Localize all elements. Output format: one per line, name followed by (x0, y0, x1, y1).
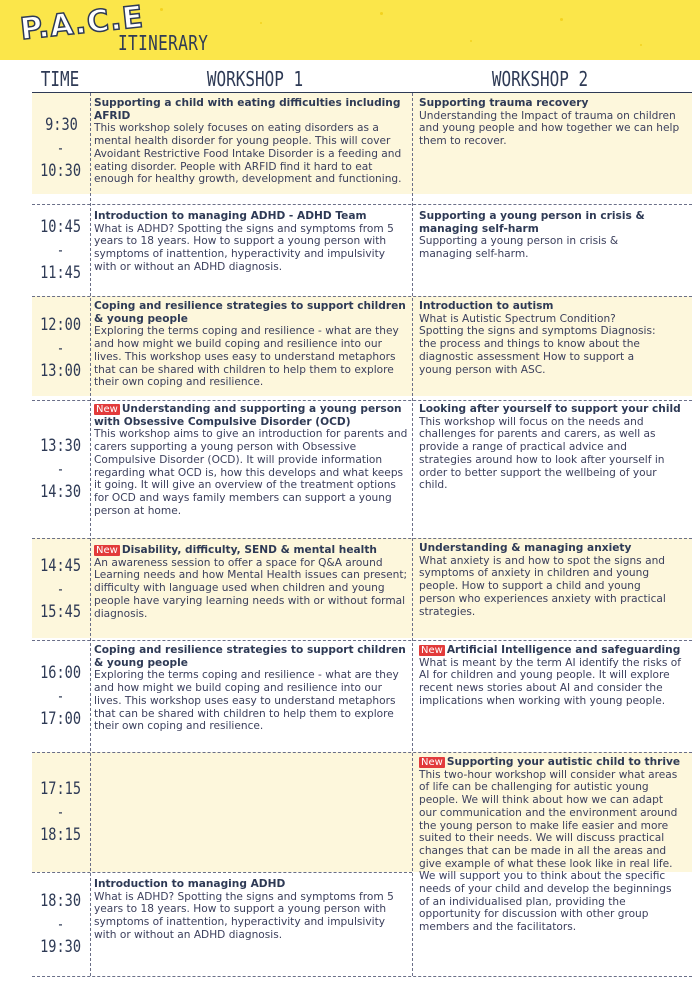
decor-speck (160, 8, 163, 11)
column-header-time: TIME (40, 67, 80, 91)
time-slot: 16:00 - 17:00 (40, 662, 82, 729)
workshop-card (419, 756, 683, 934)
workshop-title: Understanding & managing anxiety (419, 542, 632, 554)
decor-speck (470, 40, 472, 42)
workshop-description: This two-hour workshop will consider what areas of life can be challenging for autistic young people. We will think about how we can adapt our communication and the environment around the young person to make life easier and more suited to their needs. We will discuss practical changes that can be made in all the areas and give example of what these look like in real life. We will support you to think about the specific needs of your child and develop the beginnings of an individualised plan, providing the opportunity for discussion with other group members and the facilitators. (419, 768, 678, 934)
header-banner (0, 0, 700, 60)
workshop-description: Exploring the terms coping and resilience - what are they and how might we build coping and resilience into our lives. This workshop uses easy to understand metaphors that can be shared with children to help them to explore their own coping and resilience. (94, 669, 399, 733)
row-separator (32, 400, 692, 401)
workshop-title: Supporting a young person in crisis & managing self-harm (419, 210, 645, 235)
workshop-card (419, 300, 659, 376)
time-slot: 10:45 - 11:45 (40, 216, 82, 283)
workshop-title: Disability, difficulty, SEND & mental health (121, 544, 377, 556)
column-header-workshop-1: WORKSHOP 1 (206, 67, 304, 91)
workshop-description: Understanding the Impact of trauma on children and young people and how together we can help them to recover. (419, 109, 680, 148)
time-slot: 9:30 - 10:30 (40, 115, 82, 181)
workshop-description: This workshop solely focuses on eating disorders as a mental health disorder for young people. This will cover Avoidant Restrictive Food Intake Disorder is a feeding and eating disorder. People with ARFID find it hard to eat enough for healthy growth, development and functioning. (94, 122, 402, 186)
row-separator (32, 976, 692, 977)
workshop-description: What is ADHD? Spotting the signs and symptoms from 5 years to 18 years. How to support a young person with symptoms of inattention, hyperactivity and impulsivity with or without an ADHD diagnosis. (94, 222, 394, 273)
workshop-description: What anxiety is and how to spot the signs and symptoms of anxiety in children and young people. How to support a child and young person who experiences anxiety with practical strategies. (419, 554, 666, 618)
workshop-description: What is ADHD? Spotting the signs and symptoms from 5 years to 18 years. How to support a young person with symptoms of inattention, hyperactivity and impulsivity with or without an ADHD diagnosis. (94, 890, 394, 941)
workshop-title: Supporting a child with eating difficulties including AFRID (94, 97, 401, 122)
workshop-card (94, 210, 410, 274)
page-title: ITINERARY (118, 31, 209, 55)
workshop-card (94, 644, 410, 733)
workshop-title: Supporting trauma recovery (419, 97, 589, 109)
workshop-card (419, 97, 681, 148)
decor-speck (560, 18, 563, 21)
time-slot: 14:45 - 15:45 (40, 555, 82, 622)
column-header-workshop-2: WORKSHOP 2 (491, 67, 589, 91)
workshop-title: Supporting your autistic child to thrive (446, 756, 681, 768)
time-slot: 18:30 - 19:30 (40, 890, 82, 957)
row-separator (32, 296, 692, 297)
new-badge: New (421, 645, 443, 656)
time-slot: 17:15 - 18:15 (40, 778, 82, 845)
workshop-card (94, 878, 410, 942)
workshop-description: This workshop will focus on the needs and challenges for parents and carers, as well as provide a range of practical advice and strategies around how to look after yourself in order to better support the wellbeing of your child. (419, 415, 665, 492)
workshop-card (94, 97, 408, 186)
new-badge: New (421, 757, 443, 768)
row-separator (32, 640, 692, 641)
time-column-divider (90, 93, 91, 976)
workshop-description: Exploring the terms coping and resilience - what are they and how might we build coping and resilience into our lives. This workshop uses easy to understand metaphors that can be shared with children to help them to explore their own coping and resilience. (94, 325, 399, 389)
workshop-card (419, 403, 683, 492)
workshop-card (419, 542, 679, 618)
workshop-title: Coping and resilience strategies to support children & young people (94, 300, 406, 325)
row-separator (32, 204, 692, 205)
workshop-title: Coping and resilience strategies to support children & young people (94, 644, 406, 669)
workshop-title: Introduction to managing ADHD - ADHD Team (94, 210, 367, 222)
decor-speck (260, 22, 262, 24)
time-slot: 12:00 - 13:00 (40, 314, 82, 381)
workshop-title: Introduction to autism (419, 300, 554, 312)
time-slot: 13:30 - 14:30 (40, 435, 82, 502)
workshop-description: What is meant by the term AI identify the risks of AI for children and young people. It will explore recent news stories about AI and consider the implications when working with young people. (419, 656, 681, 707)
decor-speck (640, 44, 642, 46)
row-separator (32, 538, 692, 539)
workshop-card (94, 544, 410, 620)
workshop-column-divider (412, 93, 413, 976)
new-badge: New (96, 545, 118, 556)
workshop-card (94, 300, 410, 389)
pace-logo: P.A.C.E (18, 0, 146, 48)
workshop-card (94, 403, 410, 517)
row-separator (32, 752, 692, 753)
workshop-title: Understanding and supporting a young person with Obsessive Compulsive Disorder (OCD) (94, 403, 402, 428)
workshop-description: An awareness session to offer a space for Q&A around Learning needs and how Mental Health issues can present; difficulty with language used when children and young people have varying learning needs with or without formal diagnosis. (94, 556, 408, 620)
workshop-description: This workshop aims to give an introduction for parents and carers supporting a young person with Obsessive Compulsive Disorder (OCD). It will provide information regarding what OCD is, how this develops and what keeps it going. It will give an overview of the treatment options for OCD and ways family members can support a young person at home. (94, 428, 408, 517)
decor-speck (380, 12, 383, 15)
workshop-card (419, 644, 683, 708)
workshop-description: What is Autistic Spectrum Condition? Spotting the signs and symptoms Diagnosis: the process and things to know about the diagnostic assessment How to support a young person with ASC. (419, 312, 656, 376)
workshop-card (419, 210, 649, 261)
workshop-title: Introduction to managing ADHD (94, 878, 286, 890)
workshop-title: Looking after yourself to support your child (419, 403, 681, 415)
workshop-description: Supporting a young person in crisis & managing self-harm. (419, 235, 619, 261)
new-badge: New (96, 404, 118, 415)
workshop-title: Artificial Intelligence and safeguarding (446, 644, 681, 656)
